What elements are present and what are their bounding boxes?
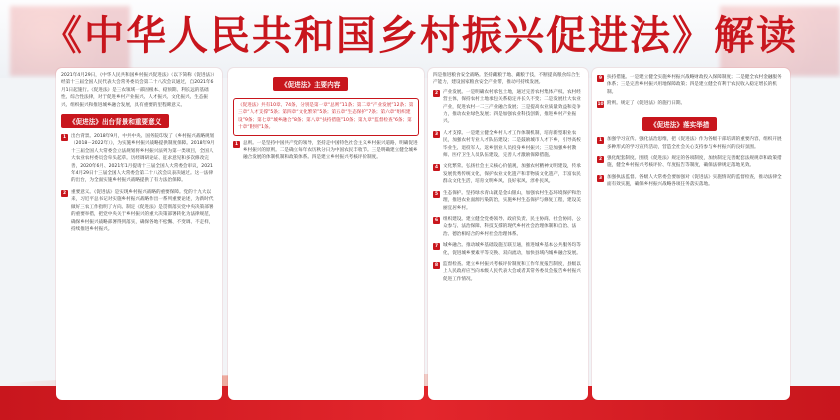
list-item xyxy=(433,89,583,126)
list-item xyxy=(597,174,785,189)
measure-text: 强化配套制度。围绕《促进法》规定的各项制度，加快制定完善配套法规规章和政策措施，健全乡村振兴考核评价、年度报告等制度，确保法律规定落地见效。 xyxy=(607,156,782,169)
grain-security-text: 四是推进粮食安全战略。坚持藏粮于地、藏粮于技，不断提高粮食综合生产能力，建设国家粮食安全产业带，推动可持续发展。 xyxy=(433,73,581,86)
list-item xyxy=(61,133,217,185)
section-heading-content: 《促进法》主要内容 xyxy=(273,77,348,91)
panel-measures xyxy=(592,68,790,400)
number-badge: 6 xyxy=(434,217,439,223)
list-item xyxy=(433,130,583,160)
measure-text: 加强学习宣传。强化法治思维，把《促进法》作为各级干部培训的重要内容，组织开展多种形式的学习宣传活动，营造全社会关心支持参与乡村振兴的良好氛围。 xyxy=(607,137,782,150)
number-badge: 1 xyxy=(234,141,239,147)
list-item xyxy=(597,155,785,170)
urban-rural-text: 城乡融合。推动城乡基础设施互联互通，推进城乡基本公共服务均等化，促进城乡要素平等交换、双向流动，加快县域内城乡融合发展。 xyxy=(443,243,581,256)
section-heading-measures: 《促进法》落实举措 xyxy=(642,117,717,131)
number-badge: 2 xyxy=(62,190,67,196)
list-item xyxy=(597,136,785,151)
chapters-box xyxy=(233,98,419,136)
industry-text: 产业发展。一是明确农村承包土地，通过完善农村集体产权、农村经营主体，保持农村土地承包关系稳定并长久不变；二是发展壮大农业产业，促进农村一二三产业融合发展；三是提高农业质量效益和竞争力，推动农业绿色发展；四是加强农业科技创新，推进乡村产业振兴。 xyxy=(443,89,581,125)
number-badge: 5 xyxy=(434,191,439,197)
list-item xyxy=(433,163,583,185)
significance-text: 重要意义。《促进法》是实现乡村振兴战略的重要保障。党的十九大以来，习近平总书记对实施乡村振兴战略作出一系列重要论述，为新时代做好三农工作指明了方向。制定《促进法》是贯彻落实党中央决策部署的重要举措，把党中央关于乡村振兴的重大决策部署转化为法律规范，确保乡村振兴战略部署得到落实，确保各地不松懈、不变调、不走样，持续推进乡村振兴。 xyxy=(71,189,214,232)
supervision-text: 监督检查。建立乡村振兴考核评价制度和工作年度报告制度，县级以上人民政府应当向本级人民代表大会或者其常务委员会报告乡村振兴促进工作情况。 xyxy=(443,261,581,282)
number-badge: 10 xyxy=(597,102,604,108)
intro-paragraph: 2021年4月29日，《中华人民共和国乡村振兴促进法》（以下简称《促进法》）经第十三届全国人民代表大会常务委员会第二十八次会议通过，自2021年6月1日起施行。《促进法》是三农领域一部固根本、稳预期、利长远的基础性、综合性法律，对于促进乡村产业振兴、人才振兴、文化振兴、生态振兴、组织振兴和推进城乡融合发展，具有重要的里程碑意义。 xyxy=(61,73,217,108)
ecology-text: 生态保护。坚持绿水青山就是金山银山，加强农村生态环境保护和治理，推进农业面源污染防治，实施乡村生态保护与修复工程，建设美丽宜居乡村。 xyxy=(443,190,581,211)
number-badge: 4 xyxy=(434,165,439,171)
chapters-text: 《促进法》共有10章、74条，分别是第一章“总则”11条；第二章“产业发展”12条；第三章“人才支撑”5条；第四章“文化繁荣”5条；第五章“生态保护”7条；第六章“组织建设”9条；第七章“城乡融合”8条；第八章“扶持措施”10条；第九章“监督检查”6条；第十章“附则”1条。 xyxy=(238,103,414,131)
list-item xyxy=(597,74,785,96)
list-item xyxy=(433,242,583,257)
list-item xyxy=(61,189,217,233)
number-badge: 1 xyxy=(62,135,67,141)
list-item xyxy=(597,100,785,108)
talent-text: 人才支撑。一是建立健全乡村人才工作体制机制，培育新型职业农民，加强农村专业人才队伍建设；二是鼓励城市人才下乡，引导高校毕业生、退役军人、返乡创业人员投身乡村振兴；三是加强乡村教师、医疗卫生人员队伍建设，完善人才激励保障措施。 xyxy=(443,130,581,159)
organization-text: 组织建设。建立健全党委领导、政府负责、民主协商、社会协同、公众参与、法治保障、科技支撑的现代乡村社会治理体制和自治、法治、德治相结合的乡村社会治理体系。 xyxy=(443,216,581,237)
page-title: 《中华人民共和国乡村振兴促进法》解读 xyxy=(42,12,798,59)
number-badge: 1 xyxy=(598,138,603,144)
title-banner xyxy=(0,0,840,78)
number-badge: 7 xyxy=(434,244,439,250)
list-item xyxy=(233,140,419,162)
number-badge: 3 xyxy=(434,131,439,137)
content-general-text: 总则。一是坚持中国共产党的领导，坚持走中国特色社会主义乡村振兴道路，明确促进乡村振兴的原则。二是确立每年农历秋分日为中国农民丰收节。三是明确建立健全城乡融合发展的体制机制和政策体系。四是建立乡村振兴考核评价制度。 xyxy=(243,140,418,161)
number-badge: 8 xyxy=(434,262,439,268)
panel-chapters-detail xyxy=(428,68,588,400)
number-badge: 9 xyxy=(598,76,603,81)
list-item xyxy=(433,216,583,238)
number-badge: 3 xyxy=(598,175,603,181)
appendix-text: 附则。规定了《促进法》的施行日期。 xyxy=(607,101,686,107)
list-item xyxy=(433,190,583,212)
panel-main-content xyxy=(228,68,424,400)
number-badge: 2 xyxy=(434,90,439,96)
culture-text: 文化繁荣。弘扬社会主义核心价值观，加强农村精神文明建设，传承发展优秀传统文化，保护农业文化遗产和非物质文化遗产，丰富农民群众文化生活，培育文明乡风、良好家风、淳朴民风。 xyxy=(443,164,581,185)
support-text: 扶持措施。一是建立健全实施乡村振兴战略财政投入保障制度；二是健全农村金融服务体系；三是完善乡村振兴用地保障政策；四是建立健全有利于农民收入稳定增长的机制。 xyxy=(607,75,782,95)
measure-text: 加强执法监督。各级人大常委会要加强对《促进法》实施情况的监督检查，推动法律全面有效实施，确保乡村振兴战略各项任务落实落地。 xyxy=(607,174,782,188)
panel-background-significance xyxy=(56,68,222,400)
background-text: 出台背景。2018年9月，中共中央、国务院印发了《乡村振兴战略规划（2018－2022年）》，为实施乡村振兴战略提供制度保障。2018年9月十三届全国人大常委会立法规划将乡村振兴法列为第一类项目，全国人大农业农村委员会牵头起草。历经调研论证、征求意见和多次修改完善，2020年6月、2021年1月提请十三届全国人大常委会审议，2021年4月29日十三届全国人大常委会第二十八次会议表决通过。这一法律的出台，为全面实施乡村振兴战略提供了有力法治保障。 xyxy=(71,134,215,184)
list-item xyxy=(433,261,583,283)
section-heading-background: 《促进法》出台背景和重要意义 xyxy=(61,114,169,128)
number-badge: 2 xyxy=(598,157,603,163)
